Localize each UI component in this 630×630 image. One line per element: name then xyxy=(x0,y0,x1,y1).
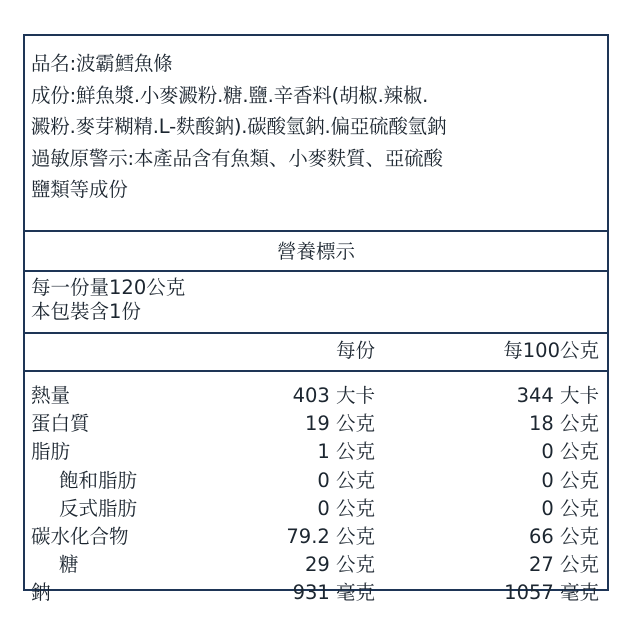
nutrient-name: 熱量 xyxy=(31,384,71,407)
nutrient-row-fat xyxy=(25,438,607,466)
nutrient-name: 飽和脂肪 xyxy=(59,468,138,492)
nutrient-table xyxy=(25,382,607,608)
nutrient-name: 碳水化合物 xyxy=(31,524,129,548)
value-per-serving: 931 毫克 xyxy=(292,581,375,605)
value-per-100g: 66 公克 xyxy=(528,524,599,548)
nutrient-row-energy xyxy=(25,382,607,410)
value-per-100g: 0 公克 xyxy=(541,440,599,464)
nutrition-title: 營養標示 xyxy=(276,240,355,263)
nutrient-row-sugar xyxy=(25,551,607,579)
nutrient-row-protein xyxy=(25,410,607,438)
value-per-serving: 19 公克 xyxy=(304,412,375,436)
value-per-100g: 0 公克 xyxy=(541,496,599,520)
value-per-100g: 27 公克 xyxy=(528,553,599,577)
nutrient-name: 蛋白質 xyxy=(31,412,90,436)
nutrient-row-trans-fat xyxy=(25,495,607,523)
value-per-serving: 0 公克 xyxy=(317,468,375,492)
column-header-per-100g: 每100公克 xyxy=(503,339,599,362)
value-per-serving: 79.2 公克 xyxy=(286,524,375,548)
nutrient-row-saturated-fat xyxy=(25,467,607,495)
value-per-100g: 0 公克 xyxy=(541,468,599,492)
nutrient-name: 反式脂肪 xyxy=(59,496,138,520)
divider xyxy=(25,332,607,334)
nutrient-row-sodium xyxy=(25,579,607,607)
nutrient-name: 鈉 xyxy=(31,581,51,605)
nutrient-name: 脂肪 xyxy=(31,440,71,464)
nutrition-label xyxy=(23,34,609,605)
column-header-per-serving: 每份 xyxy=(335,339,375,362)
value-per-serving: 1 公克 xyxy=(317,440,375,464)
nutrient-name: 糖 xyxy=(59,553,79,577)
serving-info xyxy=(31,276,185,324)
product-info-text: 品名:波霸鱈魚條 成份:鮮魚漿.小麥澱粉.糖.鹽.辛香料(胡椒.辣椒. 澱粉.麥芽糊精.L-麩酸鈉).碳酸氫鈉.偏亞硫酸氫鈉 過敏原警示:本產品含有魚類、小麥麩質、亞硫酸 鹽類等成份 xyxy=(31,52,447,201)
value-per-100g: 18 公克 xyxy=(528,412,599,436)
value-per-100g: 344 大卡 xyxy=(516,384,599,407)
value-per-serving: 29 公克 xyxy=(304,553,375,577)
divider xyxy=(25,230,607,232)
divider xyxy=(25,370,607,372)
serving-size: 每一份量120公克 xyxy=(31,276,186,299)
value-per-100g: 1057 毫克 xyxy=(504,581,599,605)
value-per-serving: 0 公克 xyxy=(317,496,375,520)
value-per-serving: 403 大卡 xyxy=(292,384,375,407)
nutrient-row-carbohydrate xyxy=(25,523,607,551)
servings-per-package: 本包裝含1份 xyxy=(31,300,141,323)
divider xyxy=(25,270,607,272)
